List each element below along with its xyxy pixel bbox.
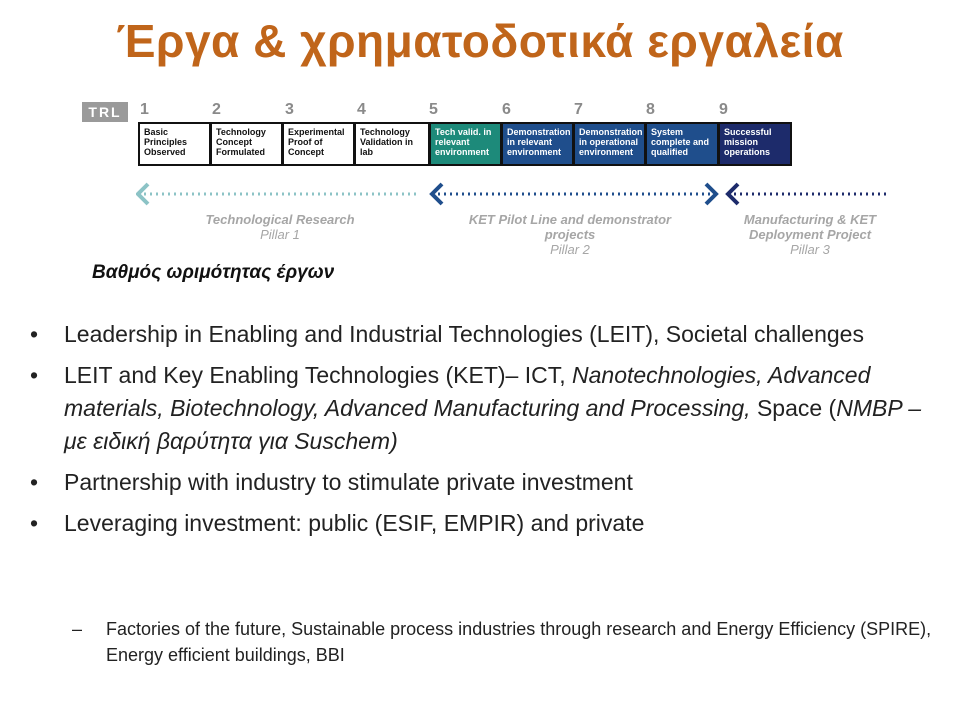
maturity-caption: Βαθμός ωριμότητας έργων [92,262,335,283]
pillar-name: Manufacturing & KET Deployment Project [743,212,877,242]
trl-level-box: Experimental Proof of Concept [282,122,355,166]
trl-level-box: Technology Concept Formulated [210,122,283,166]
pillar-1-label [180,212,380,242]
bullet-item [30,466,930,499]
sub-bullet-list [72,616,932,668]
trl-badge: TRL [82,102,128,122]
sub-bullet-text: Factories of the future, Sustainable process industries through research and Energy Efficiency (SPIRE), Energy efficient buildings, BBI [106,619,932,665]
trl-number: 9 [719,101,728,118]
pillar-arrows [136,180,896,210]
pillar-name: Technological Research [205,212,355,227]
bullet-text: Leveraging investment: public (ESIF, EMPIR) and private [64,510,645,536]
pillar-number: Pillar 1 [260,227,300,242]
bullet-dot: • [30,362,39,388]
pillar3-arrow [728,184,888,204]
trl-level-box: Tech valid. in relevant environment [429,122,502,166]
bullet-item [30,359,930,458]
trl-level-box: Technology Validation in lab [354,122,430,166]
pillar2-arrow [432,184,716,204]
bullet-dot: • [30,321,39,347]
pillar-3-label [720,212,900,257]
dash-glyph: – [72,619,83,639]
bullet-italic-text: Nanotechnologies, Advanced materials, Biotechnology, Advanced Manufacturing and Processing, [64,362,871,421]
bullet-text: Partnership with industry to stimulate private investment [64,469,633,495]
trl-level-box: System complete and qualified [645,122,719,166]
bullet-text: Leadership in Enabling and Industrial Technologies (LEIT), Societal challenges [64,321,864,347]
trl-level-box: Demonstration in relevant environment [501,122,574,166]
trl-number: 1 [140,101,149,118]
slide-title: Έργα & χρηματοδοτικά εργαλεία [116,15,844,67]
bullet-italic-text: NMBP – με ειδική βαρύτητα για Suschem) [64,395,921,454]
bullet-list [30,318,930,548]
trl-number: 8 [646,101,655,118]
bullet-dot: • [30,469,39,495]
bullet-text: Space ( [750,395,837,421]
trl-number: 2 [212,101,221,118]
trl-level-box: Successful mission operations [718,122,792,166]
trl-level-box: Demonstration in operational environment [573,122,646,166]
sub-bullet-item [72,616,932,668]
pillar-number: Pillar 3 [790,242,830,257]
trl-diagram [80,100,910,280]
pillar-name: KET Pilot Line and demonstrator projects [468,212,672,242]
trl-number: 4 [357,101,366,118]
bullet-dot: • [30,510,39,536]
trl-number: 5 [429,101,438,118]
trl-number: 7 [574,101,583,118]
pillar-2-label [460,212,680,257]
trl-level-box: Basic Principles Observed [138,122,211,166]
trl-number: 6 [502,101,511,118]
trl-number: 3 [285,101,294,118]
bullet-text: LEIT and Key Enabling Technologies (KET)– ICT, [64,362,572,388]
pillar-number: Pillar 2 [550,242,590,257]
bullet-item [30,318,930,351]
bullet-item [30,507,930,540]
pillar1-arrow [138,184,416,204]
